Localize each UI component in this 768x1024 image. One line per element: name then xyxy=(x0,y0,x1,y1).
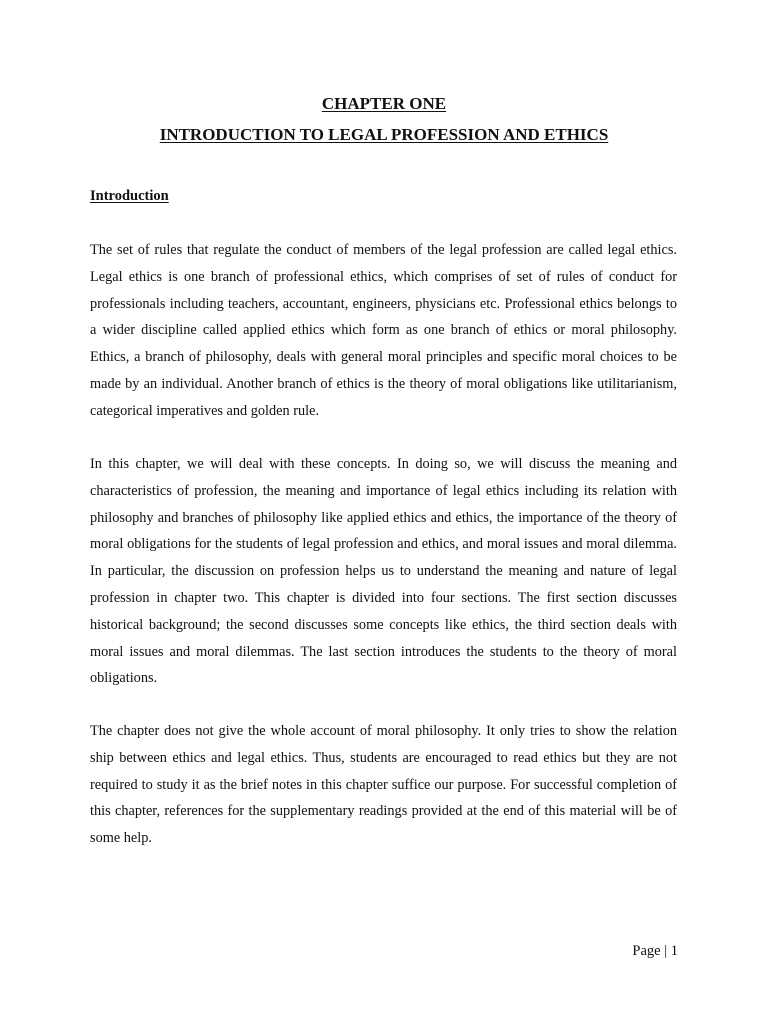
paragraph-2: In this chapter, we will deal with these concepts. In doing so, we will discuss the meaning and characteristics of profession, the meaning and importance of legal ethics including its relation with philosophy and branches of philosophy like applied ethics and ethics, the importance of the theory of moral obligations for the students of legal profession and ethics, and moral issues and moral dilemma. In particular, the discussion on profession helps us to understand the meaning and nature of legal profession in chapter two. This chapter is divided into four sections. The first section discusses historical background; the second discusses some concepts like ethics, the third section deals with moral issues and moral dilemmas. The last section introduces the students to the theory of moral obligations. xyxy=(90,456,677,687)
page-number: Page | 1 xyxy=(632,943,678,959)
paragraph-1: The set of rules that regulate the conduct of members of the legal profession are called legal ethics. Legal ethics is one branch of professional ethics, which comprises of set of rules of conduct for professionals including teachers, accountant, engineers, physicians etc. Professional ethics belongs to a wider discipline called applied ethics which form as one branch of ethics or moral philosophy. Ethics, a branch of philosophy, deals with general moral principles and specific moral choices to be made by an individual. Another branch of ethics is the theory of moral obligations like utilitarianism, categorical imperatives and golden rule. xyxy=(90,242,677,419)
section-heading-introduction: Introduction xyxy=(90,188,169,204)
chapter-title: INTRODUCTION TO LEGAL PROFESSION AND ETHICS xyxy=(159,125,609,144)
paragraph-3: The chapter does not give the whole account of moral philosophy. It only tries to show the relation ship between ethics and legal ethics. Thus, students are encouraged to read ethics but they are not required to study it as the brief notes in this chapter suffice our purpose. For successful completion of this chapter, references for the supplementary readings provided at the end of this material will be of some help. xyxy=(90,723,677,847)
chapter-number: CHAPTER ONE xyxy=(321,94,447,113)
